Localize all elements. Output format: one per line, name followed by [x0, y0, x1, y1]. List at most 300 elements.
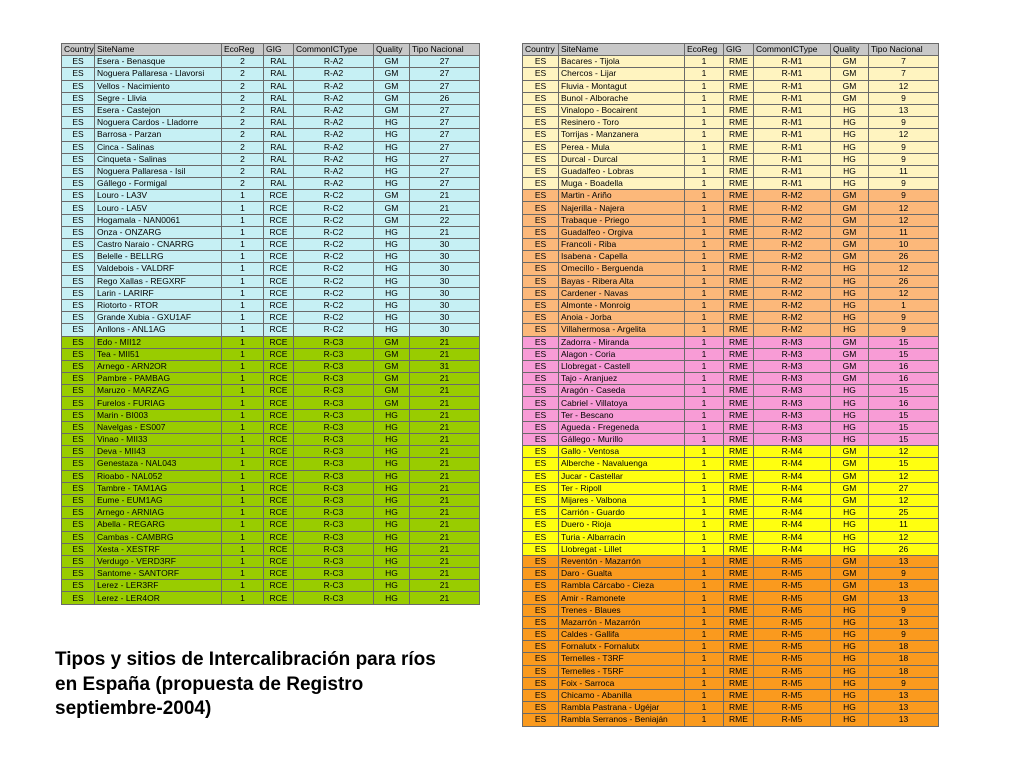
quality-cell: GM — [374, 104, 410, 116]
tipo-nacional-cell: 15 — [869, 458, 939, 470]
sitename-cell: Louro - LA3V — [95, 190, 222, 202]
quality-cell: HG — [374, 153, 410, 165]
tipo-nacional-cell: 27 — [410, 141, 480, 153]
quality-cell: GM — [374, 190, 410, 202]
ecoreg-cell: 1 — [685, 592, 724, 604]
sitename-cell: Amir - Ramonete — [559, 592, 685, 604]
tipo-nacional-cell: 9 — [869, 117, 939, 129]
country-cell: ES — [523, 348, 559, 360]
common-ic-type-cell: R-C2 — [294, 239, 374, 251]
table-row — [523, 336, 939, 348]
common-ic-type-cell: R-M3 — [754, 373, 831, 385]
tipo-nacional-cell: 27 — [869, 482, 939, 494]
ecoreg-cell: 1 — [685, 117, 724, 129]
sitename-cell: Isabena - Capella — [559, 251, 685, 263]
sitename-cell: Cardener - Navas — [559, 287, 685, 299]
table-row — [523, 56, 939, 68]
ecoreg-cell: 1 — [685, 275, 724, 287]
sitename-cell: Resinero - Toro — [559, 117, 685, 129]
gig-cell: RAL — [264, 68, 294, 80]
table-row — [523, 507, 939, 519]
country-cell: ES — [523, 494, 559, 506]
gig-cell: RME — [724, 531, 754, 543]
tipo-nacional-cell: 21 — [410, 458, 480, 470]
country-cell: ES — [523, 275, 559, 287]
country-cell: ES — [62, 178, 95, 190]
sitename-cell: Esera - Castejon — [95, 104, 222, 116]
sitename-cell: Noguera Cardos - Lladorre — [95, 117, 222, 129]
country-cell: ES — [523, 239, 559, 251]
quality-cell: HG — [374, 165, 410, 177]
quality-cell: HG — [374, 263, 410, 275]
tipo-nacional-cell: 21 — [410, 494, 480, 506]
table-row — [62, 129, 480, 141]
ecoreg-cell: 1 — [685, 702, 724, 714]
ecoreg-cell: 1 — [685, 482, 724, 494]
country-cell: ES — [62, 385, 95, 397]
ecoreg-cell: 1 — [222, 239, 264, 251]
tipo-nacional-cell: 26 — [869, 275, 939, 287]
common-ic-type-cell: R-C3 — [294, 385, 374, 397]
column-header: Country — [523, 44, 559, 56]
quality-cell: HG — [374, 519, 410, 531]
sitename-cell: Grande Xubia - GXU1AF — [95, 312, 222, 324]
gig-cell: RCE — [264, 555, 294, 567]
gig-cell: RME — [724, 409, 754, 421]
common-ic-type-cell: R-M2 — [754, 239, 831, 251]
country-cell: ES — [523, 555, 559, 567]
quality-cell: HG — [831, 714, 869, 726]
tipo-nacional-cell: 21 — [410, 409, 480, 421]
sitename-cell: Guadalfeo - Orgiva — [559, 226, 685, 238]
common-ic-type-cell: R-C2 — [294, 275, 374, 287]
tipo-nacional-cell: 27 — [410, 178, 480, 190]
quality-cell: GM — [831, 336, 869, 348]
sitename-cell: Llobregat - Castell — [559, 360, 685, 372]
sitename-cell: Bunol - Alborache — [559, 92, 685, 104]
common-ic-type-cell: R-C3 — [294, 373, 374, 385]
ecoreg-cell: 1 — [685, 373, 724, 385]
country-cell: ES — [523, 677, 559, 689]
gig-cell: RAL — [264, 92, 294, 104]
country-cell: ES — [523, 251, 559, 263]
country-cell: ES — [62, 80, 95, 92]
ecoreg-cell: 1 — [685, 178, 724, 190]
ecoreg-cell: 2 — [222, 153, 264, 165]
country-cell: ES — [62, 360, 95, 372]
country-cell: ES — [62, 214, 95, 226]
table-row — [523, 299, 939, 311]
gig-cell: RME — [724, 287, 754, 299]
tipo-nacional-cell: 12 — [869, 263, 939, 275]
ecoreg-cell: 1 — [222, 287, 264, 299]
gig-cell: RME — [724, 507, 754, 519]
tipo-nacional-cell: 21 — [410, 482, 480, 494]
gig-cell: RCE — [264, 543, 294, 555]
table-row — [62, 92, 480, 104]
common-ic-type-cell: R-C3 — [294, 592, 374, 604]
common-ic-type-cell: R-M1 — [754, 104, 831, 116]
column-header: GIG — [264, 44, 294, 56]
gig-cell: RME — [724, 519, 754, 531]
table-row — [62, 324, 480, 336]
table-row — [523, 214, 939, 226]
sitename-cell: Marin - BI003 — [95, 409, 222, 421]
gig-cell: RME — [724, 714, 754, 726]
quality-cell: HG — [374, 239, 410, 251]
ecoreg-cell: 1 — [685, 543, 724, 555]
country-cell: ES — [62, 568, 95, 580]
country-cell: ES — [62, 348, 95, 360]
common-ic-type-cell: R-M5 — [754, 641, 831, 653]
tipo-nacional-cell: 21 — [410, 555, 480, 567]
sitename-cell: Martin - Ariño — [559, 190, 685, 202]
country-cell: ES — [523, 689, 559, 701]
common-ic-type-cell: R-M4 — [754, 507, 831, 519]
quality-cell: HG — [374, 458, 410, 470]
gig-cell: RCE — [264, 348, 294, 360]
tipo-nacional-cell: 9 — [869, 312, 939, 324]
ecoreg-cell: 1 — [685, 165, 724, 177]
common-ic-type-cell: R-A2 — [294, 68, 374, 80]
quality-cell: HG — [374, 275, 410, 287]
tipo-nacional-cell: 27 — [410, 117, 480, 129]
sitename-cell: Turia - Albarracin — [559, 531, 685, 543]
ecoreg-cell: 1 — [685, 434, 724, 446]
quality-cell: GM — [374, 202, 410, 214]
table-row — [62, 568, 480, 580]
ecoreg-cell: 2 — [222, 129, 264, 141]
quality-cell: HG — [831, 641, 869, 653]
table-row — [523, 592, 939, 604]
table-row — [523, 629, 939, 641]
quality-cell: HG — [374, 226, 410, 238]
common-ic-type-cell: R-A2 — [294, 165, 374, 177]
common-ic-type-cell: R-C3 — [294, 531, 374, 543]
common-ic-type-cell: R-M5 — [754, 689, 831, 701]
ecoreg-cell: 1 — [222, 263, 264, 275]
ecoreg-cell: 1 — [222, 385, 264, 397]
tipo-nacional-cell: 30 — [410, 251, 480, 263]
gig-cell: RCE — [264, 385, 294, 397]
table-row — [523, 324, 939, 336]
country-cell: ES — [523, 287, 559, 299]
table-row — [523, 251, 939, 263]
table-row — [62, 507, 480, 519]
gig-cell: RME — [724, 275, 754, 287]
country-cell: ES — [523, 68, 559, 80]
country-cell: ES — [523, 360, 559, 372]
sitename-cell: Ter - Bescano — [559, 409, 685, 421]
table-row — [62, 482, 480, 494]
quality-cell: GM — [831, 226, 869, 238]
gig-cell: RME — [724, 385, 754, 397]
ecoreg-cell: 1 — [685, 409, 724, 421]
gig-cell: RME — [724, 263, 754, 275]
table-row — [523, 397, 939, 409]
ecoreg-cell: 1 — [222, 446, 264, 458]
quality-cell: HG — [374, 324, 410, 336]
tipo-nacional-cell: 9 — [869, 604, 939, 616]
column-header: Quality — [831, 44, 869, 56]
sitename-cell: Maruzo - MARZAG — [95, 385, 222, 397]
sitename-cell: Zadorra - Miranda — [559, 336, 685, 348]
table-row — [62, 385, 480, 397]
common-ic-type-cell: R-C2 — [294, 299, 374, 311]
tipo-nacional-cell: 30 — [410, 312, 480, 324]
quality-cell: HG — [831, 153, 869, 165]
sitename-cell: Durcal - Durcal — [559, 153, 685, 165]
tipo-nacional-cell: 27 — [410, 129, 480, 141]
table-header-row — [523, 44, 939, 56]
tipo-nacional-cell: 7 — [869, 68, 939, 80]
common-ic-type-cell: R-M4 — [754, 458, 831, 470]
tipo-nacional-cell: 26 — [869, 543, 939, 555]
sitename-cell: Hogamala - NAN0061 — [95, 214, 222, 226]
tipo-nacional-cell: 15 — [869, 421, 939, 433]
table-row — [523, 543, 939, 555]
common-ic-type-cell: R-C2 — [294, 251, 374, 263]
common-ic-type-cell: R-M3 — [754, 348, 831, 360]
table-row — [523, 494, 939, 506]
gig-cell: RME — [724, 226, 754, 238]
ecoreg-cell: 1 — [222, 507, 264, 519]
country-cell: ES — [523, 178, 559, 190]
table-row — [62, 555, 480, 567]
ecoreg-cell: 1 — [222, 202, 264, 214]
gig-cell: RCE — [264, 373, 294, 385]
ecoreg-cell: 1 — [685, 421, 724, 433]
country-cell: ES — [62, 56, 95, 68]
quality-cell: GM — [374, 68, 410, 80]
gig-cell: RCE — [264, 458, 294, 470]
ecoreg-cell: 1 — [685, 519, 724, 531]
country-cell: ES — [62, 104, 95, 116]
quality-cell: HG — [374, 580, 410, 592]
country-cell: ES — [523, 519, 559, 531]
common-ic-type-cell: R-M1 — [754, 153, 831, 165]
tipo-nacional-cell: 21 — [410, 421, 480, 433]
quality-cell: GM — [831, 458, 869, 470]
table-row — [523, 348, 939, 360]
table-row — [523, 689, 939, 701]
gig-cell: RME — [724, 214, 754, 226]
country-cell: ES — [523, 446, 559, 458]
ecoreg-cell: 1 — [685, 263, 724, 275]
sitename-cell: Castro Naraio - CNARRG — [95, 239, 222, 251]
sitename-cell: Cinca - Salinas — [95, 141, 222, 153]
gig-cell: RME — [724, 92, 754, 104]
gig-cell: RME — [724, 68, 754, 80]
gig-cell: RME — [724, 348, 754, 360]
common-ic-type-cell: R-M4 — [754, 446, 831, 458]
quality-cell: HG — [831, 409, 869, 421]
country-cell: ES — [62, 153, 95, 165]
table-row — [523, 421, 939, 433]
country-cell: ES — [523, 434, 559, 446]
quality-cell: HG — [374, 592, 410, 604]
country-cell: ES — [62, 543, 95, 555]
table-row — [62, 165, 480, 177]
common-ic-type-cell: R-M1 — [754, 68, 831, 80]
country-cell: ES — [523, 482, 559, 494]
ecoreg-cell: 2 — [222, 92, 264, 104]
ecoreg-cell: 1 — [685, 68, 724, 80]
table-row — [62, 397, 480, 409]
sitename-cell: Trabaque - Priego — [559, 214, 685, 226]
country-cell: ES — [523, 129, 559, 141]
gig-cell: RCE — [264, 580, 294, 592]
table-row — [523, 178, 939, 190]
table-row — [62, 178, 480, 190]
gig-cell: RCE — [264, 568, 294, 580]
sitename-cell: Larin - LARIRF — [95, 287, 222, 299]
ecoreg-cell: 2 — [222, 80, 264, 92]
country-cell: ES — [62, 397, 95, 409]
country-cell: ES — [62, 165, 95, 177]
tipo-nacional-cell: 12 — [869, 202, 939, 214]
common-ic-type-cell: R-C2 — [294, 190, 374, 202]
common-ic-type-cell: R-M4 — [754, 482, 831, 494]
tipo-nacional-cell: 21 — [410, 446, 480, 458]
tipo-nacional-cell: 25 — [869, 507, 939, 519]
common-ic-type-cell: R-M1 — [754, 178, 831, 190]
country-cell: ES — [62, 421, 95, 433]
common-ic-type-cell: R-A2 — [294, 153, 374, 165]
common-ic-type-cell: R-C3 — [294, 507, 374, 519]
country-cell: ES — [62, 409, 95, 421]
ecoreg-cell: 1 — [685, 714, 724, 726]
country-cell: ES — [523, 141, 559, 153]
gig-cell: RME — [724, 470, 754, 482]
gig-cell: RCE — [264, 287, 294, 299]
sitename-cell: Anllons - ANL1AG — [95, 324, 222, 336]
table-row — [523, 239, 939, 251]
quality-cell: HG — [374, 312, 410, 324]
gig-cell: RCE — [264, 446, 294, 458]
gig-cell: RME — [724, 604, 754, 616]
ecoreg-cell: 1 — [685, 653, 724, 665]
gig-cell: RME — [724, 178, 754, 190]
country-cell: ES — [62, 336, 95, 348]
country-cell: ES — [62, 92, 95, 104]
table-row — [523, 409, 939, 421]
tipo-nacional-cell: 9 — [869, 677, 939, 689]
table-row — [523, 92, 939, 104]
country-cell: ES — [523, 653, 559, 665]
quality-cell: HG — [374, 434, 410, 446]
quality-cell: GM — [831, 80, 869, 92]
sitename-cell: Tambre - TAM1AG — [95, 482, 222, 494]
country-cell: ES — [523, 373, 559, 385]
quality-cell: GM — [831, 214, 869, 226]
quality-cell: HG — [831, 263, 869, 275]
country-cell: ES — [523, 104, 559, 116]
ecoreg-cell: 1 — [222, 251, 264, 263]
ecoreg-cell: 1 — [685, 458, 724, 470]
sitename-cell: Jucar - Castellar — [559, 470, 685, 482]
sitename-cell: Omecillo - Berguenda — [559, 263, 685, 275]
tipo-nacional-cell: 30 — [410, 287, 480, 299]
sitename-cell: Ternelles - T3RF — [559, 653, 685, 665]
tipo-nacional-cell: 21 — [410, 470, 480, 482]
gig-cell: RAL — [264, 56, 294, 68]
ecoreg-cell: 2 — [222, 117, 264, 129]
ecoreg-cell: 1 — [222, 470, 264, 482]
country-cell: ES — [62, 275, 95, 287]
quality-cell: HG — [374, 507, 410, 519]
gig-cell: RCE — [264, 251, 294, 263]
table-row — [62, 214, 480, 226]
country-cell: ES — [523, 641, 559, 653]
table-row — [523, 482, 939, 494]
tipo-nacional-cell: 21 — [410, 336, 480, 348]
tipo-nacional-cell: 13 — [869, 592, 939, 604]
table-row — [523, 641, 939, 653]
gig-cell: RCE — [264, 409, 294, 421]
sitename-cell: Vinao - MII33 — [95, 434, 222, 446]
table-row — [62, 360, 480, 372]
common-ic-type-cell: R-C3 — [294, 543, 374, 555]
gig-cell: RCE — [264, 312, 294, 324]
table-row — [523, 665, 939, 677]
right-site-table — [522, 43, 939, 727]
common-ic-type-cell: R-C3 — [294, 568, 374, 580]
common-ic-type-cell: R-C3 — [294, 336, 374, 348]
quality-cell: GM — [374, 360, 410, 372]
tipo-nacional-cell: 7 — [869, 56, 939, 68]
tipo-nacional-cell: 12 — [869, 470, 939, 482]
table-row — [523, 580, 939, 592]
sitename-cell: Foix - Sarroca — [559, 677, 685, 689]
sitename-cell: Duero - Rioja — [559, 519, 685, 531]
common-ic-type-cell: R-C3 — [294, 482, 374, 494]
gig-cell: RME — [724, 165, 754, 177]
slide-caption: Tipos y sitios de Intercalibración para ríos en España (propuesta de Registro septiembre-2004) — [55, 649, 436, 719]
quality-cell: HG — [831, 104, 869, 116]
table-row — [62, 275, 480, 287]
country-cell: ES — [62, 251, 95, 263]
quality-cell: GM — [831, 373, 869, 385]
column-header: Country — [62, 44, 95, 56]
country-cell: ES — [523, 507, 559, 519]
gig-cell: RME — [724, 555, 754, 567]
gig-cell: RCE — [264, 299, 294, 311]
ecoreg-cell: 1 — [685, 239, 724, 251]
country-cell: ES — [62, 226, 95, 238]
common-ic-type-cell: R-M5 — [754, 604, 831, 616]
tipo-nacional-cell: 22 — [410, 214, 480, 226]
sitename-cell: Verdugo - VERD3RF — [95, 555, 222, 567]
sitename-cell: Llobregat - Lillet — [559, 543, 685, 555]
quality-cell: GM — [374, 56, 410, 68]
common-ic-type-cell: R-C3 — [294, 580, 374, 592]
tipo-nacional-cell: 30 — [410, 324, 480, 336]
country-cell: ES — [523, 336, 559, 348]
sitename-cell: Rambla Pastrana - Ugéjar — [559, 702, 685, 714]
common-ic-type-cell: R-C2 — [294, 202, 374, 214]
gig-cell: RAL — [264, 165, 294, 177]
sitename-cell: Santome - SANTORF — [95, 568, 222, 580]
common-ic-type-cell: R-M3 — [754, 385, 831, 397]
ecoreg-cell: 1 — [222, 519, 264, 531]
sitename-cell: Mazarrón - Mazarrón — [559, 616, 685, 628]
table-row — [523, 80, 939, 92]
sitename-cell: Noguera Pallaresa - Isil — [95, 165, 222, 177]
table-row — [62, 421, 480, 433]
sitename-cell: Furelos - FURIAG — [95, 397, 222, 409]
ecoreg-cell: 1 — [222, 348, 264, 360]
